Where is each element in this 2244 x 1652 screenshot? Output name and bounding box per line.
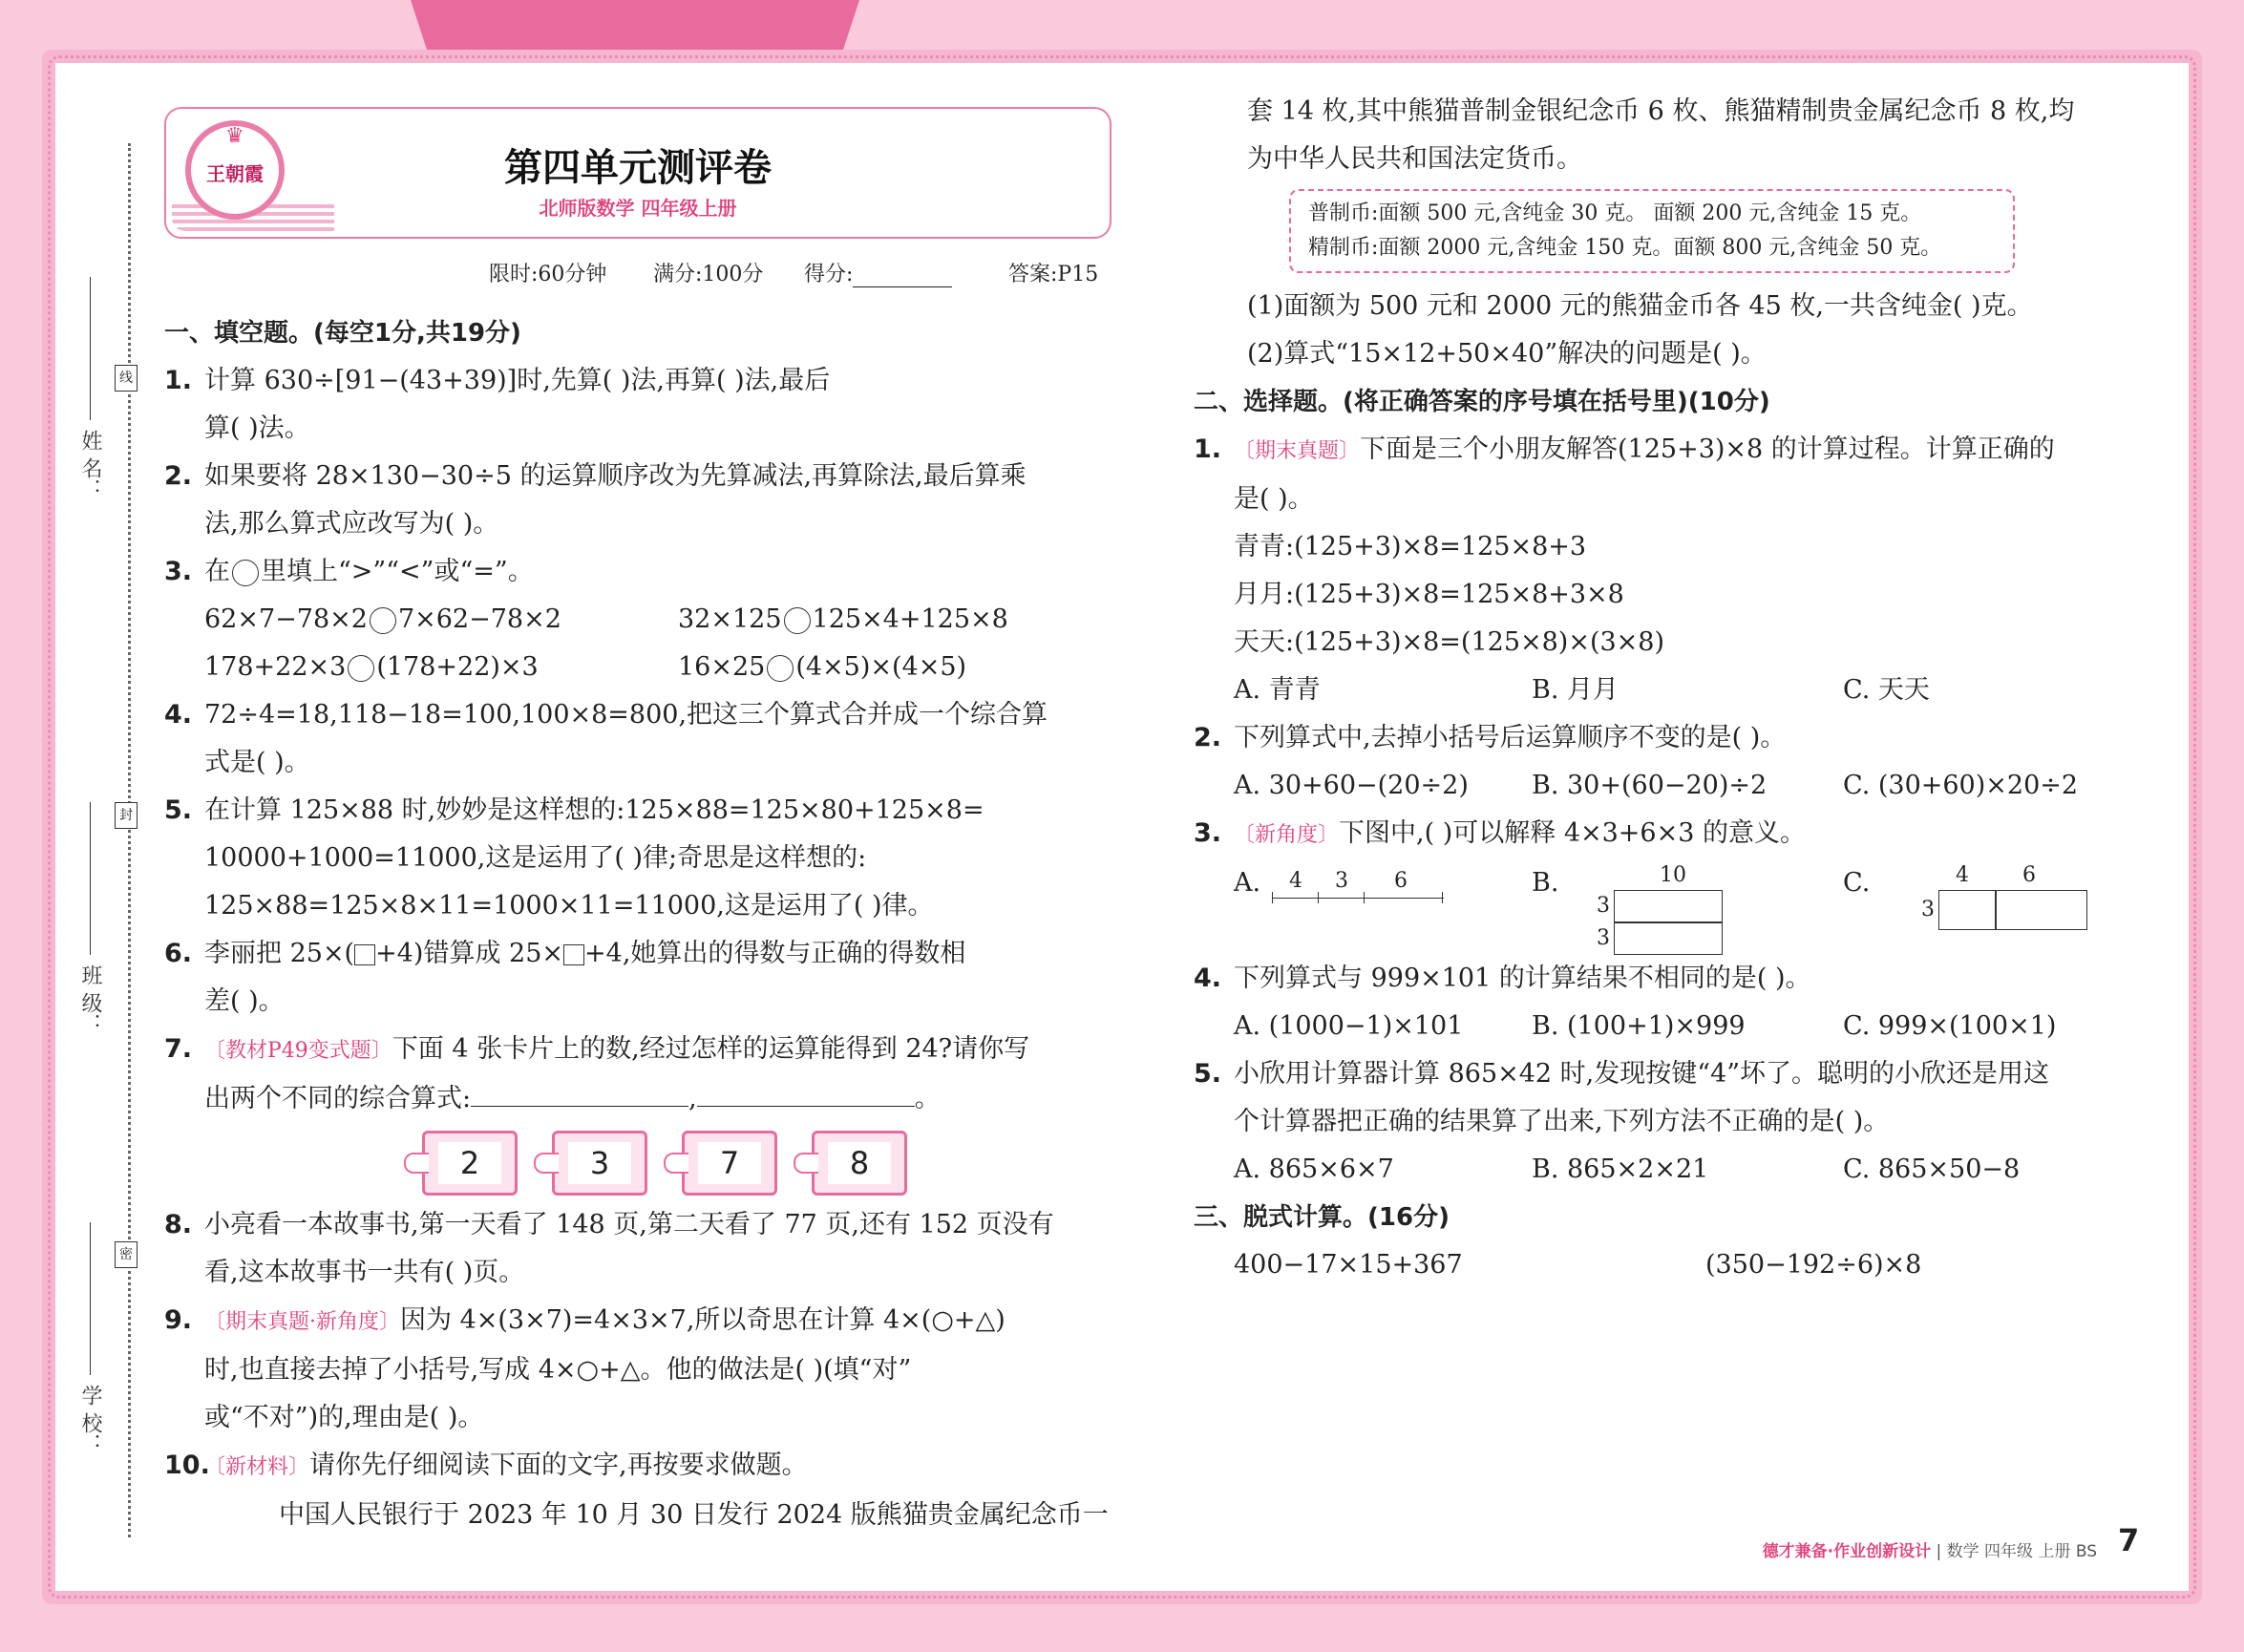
passage-text: 为中华人民共和国法定货币。: [1247, 144, 1582, 174]
question-text: 算( )法。: [204, 413, 310, 443]
question-7: [164, 1026, 1119, 1123]
sub-question: (1)面额为 500 元和 2000 元的熊猫金币各 45 枚,一共含纯金( )克。: [1247, 291, 2033, 321]
question-number: 10.: [164, 1451, 210, 1480]
left-column: [164, 309, 1119, 1539]
mark-mid: 封: [115, 802, 138, 829]
page-title: 第四单元测评卷: [504, 146, 772, 190]
coin-info-box: [1289, 189, 2015, 273]
answer-circle[interactable]: [784, 607, 811, 634]
expr: 7×62−78×2: [397, 604, 561, 634]
option-a[interactable]: A.: [1234, 868, 1261, 898]
expr: (4×5)×(4×5): [795, 652, 967, 682]
cut-line: [128, 143, 131, 1537]
question-1: [164, 357, 1119, 453]
question-text: 个计算器把正确的结果算了出来,下列方法不正确的是( )。: [1234, 1107, 1890, 1136]
mark-bottom: 密: [115, 1241, 138, 1268]
number-card: [422, 1131, 518, 1196]
question-text: 计算 630÷[91−(43+39)]时,先算( )法,再算( )法,最后: [204, 366, 831, 395]
question-text: 在: [204, 557, 230, 586]
work-line: 天天:(125+3)×8=(125×8)×(3×8): [1234, 627, 1664, 657]
calc-expr-2: (350−192÷6)×8: [1705, 1250, 1922, 1280]
question-9: [164, 1297, 1119, 1442]
question-text: 式是( )。: [204, 748, 310, 777]
name-label: 姓 名：: [78, 430, 102, 499]
question-text: 如果要将 28×130−30÷5 的运算顺序改为先算减法,再算除法,最后算乘: [204, 461, 1027, 491]
option-c[interactable]: C. 天天: [1843, 675, 1930, 705]
question-tag: 〔新材料〕: [204, 1455, 310, 1479]
question-number: 4.: [164, 700, 193, 730]
question-text: 下图中,( )可以解释 4×3+6×3 的意义。: [1339, 818, 1806, 848]
note-line: 精制币:面额 2000 元,含纯金 150 克。面额 800 元,含纯金 50 克。: [1308, 236, 1942, 260]
question-text: 李丽把 25×(: [204, 939, 355, 968]
question-2: [164, 453, 1119, 548]
question-number: 4.: [1194, 964, 1222, 993]
compare-circle-icon: [232, 560, 259, 586]
rect-diagram-c: [1921, 863, 2084, 930]
number-card: [552, 1131, 647, 1196]
expr: 178+22×3: [204, 652, 347, 682]
option-a[interactable]: A. 865×6×7: [1234, 1154, 1394, 1184]
right-column: [1194, 88, 2158, 1289]
question-8: [164, 1201, 1119, 1297]
question-tag: 〔期末真题〕: [1234, 439, 1361, 463]
question-3: [164, 548, 1119, 691]
question-text: 或“不对”)的,理由是( )。: [204, 1403, 484, 1432]
question-text: 中国人民银行于 2023 年 10 月 30 日发行 2024 版熊猫贵金属纪念币一: [279, 1500, 1109, 1530]
expr: 62×7−78×2: [204, 604, 368, 634]
card-value: 2: [438, 1142, 501, 1184]
work-line: 青青:(125+3)×8=125×8+3: [1234, 532, 1587, 561]
page-subtitle: 北师版数学 四年级上册: [539, 197, 737, 220]
rect-label: 6: [2022, 863, 2036, 887]
footer-brand: 德才兼备·作业创新设计: [1762, 1542, 1932, 1561]
option-a[interactable]: A. 30+60−(20÷2): [1234, 771, 1469, 800]
rect-label: 3: [1597, 926, 1610, 950]
rect-label: 3: [1597, 894, 1610, 918]
question-number: 9.: [164, 1305, 193, 1335]
card-value: 7: [698, 1142, 761, 1184]
question-tag: 〔新角度〕: [1234, 823, 1340, 847]
question-6: [164, 930, 1119, 1026]
segment-diagram: [1272, 869, 1444, 917]
question-tag: 〔期末真题·新角度〕: [204, 1310, 400, 1334]
question-text: +4,她算出的得数与正确的得数相: [584, 939, 966, 968]
note-line: 普制币:面额 500 元,含纯金 30 克。 面额 200 元,含纯金 15 克。: [1308, 201, 1922, 225]
option-b[interactable]: B. 30+(60−20)÷2: [1532, 771, 1768, 800]
section-choice: 二、选择题。(将正确答案的序号填在括号里)(10分): [1194, 388, 1770, 416]
question-text: 下列算式与 999×101 的计算结果不相同的是( )。: [1234, 964, 1811, 993]
question-text: 在计算 125×88 时,妙妙是这样想的:125×88=125×80+125×8=: [204, 795, 984, 825]
rect-label: 4: [1956, 863, 1969, 887]
footer-info: | 数学 四年级 上册 BS: [1936, 1542, 2097, 1561]
score-label: 得分:: [804, 263, 854, 286]
number-card: [812, 1131, 907, 1196]
number-card: [682, 1131, 777, 1196]
option-b[interactable]: B. 865×2×21: [1532, 1154, 1709, 1184]
question-text: 因为 4×(3×7)=4×3×7,所以奇思在计算 4×(○+△): [400, 1305, 1006, 1335]
rect-diagram-b: [1597, 863, 1740, 959]
option-b[interactable]: B. (100+1)×999: [1532, 1011, 1746, 1041]
choice-3-diagrams: [1234, 859, 2158, 955]
question-text: 下面 4 张卡片上的数,经过怎样的运算能得到 24?请你写: [392, 1034, 1030, 1064]
question-number: 7.: [164, 1034, 193, 1064]
logo-text: 王朝霞: [206, 162, 264, 185]
question-number: 5.: [1194, 1059, 1222, 1089]
option-c[interactable]: C.: [1843, 868, 1871, 898]
class-line: [90, 802, 91, 955]
school-label: 学 校：: [78, 1385, 102, 1454]
question-text: 是( )。: [1234, 484, 1314, 514]
page-footer: [1763, 1537, 2097, 1561]
school-line: [90, 1222, 91, 1375]
question-text: 请你先仔细阅读下面的文字,再按要求做题。: [309, 1451, 808, 1480]
section-calculation: 三、脱式计算。(16分): [1194, 1203, 1450, 1232]
expr: 125×4+125×8: [812, 604, 1008, 634]
answer-blank[interactable]: [697, 1079, 915, 1107]
choice-5: [1194, 1050, 2158, 1194]
question-number: 6.: [164, 939, 193, 968]
title-header: [164, 107, 1111, 239]
option-c[interactable]: C. 865×50−8: [1843, 1154, 2021, 1184]
card-value: 3: [568, 1142, 631, 1184]
question-number: 3.: [1194, 818, 1222, 848]
rect-label: 10: [1660, 863, 1686, 887]
name-line: [90, 277, 91, 420]
question-text: 小亮看一本故事书,第一天看了 148 页,第二天看了 77 页,还有 152 页没有: [204, 1210, 1054, 1239]
option-c[interactable]: C. 999×(100×1): [1843, 1011, 2057, 1041]
question-text: 出两个不同的综合算式:: [204, 1084, 472, 1113]
choice-2: [1194, 714, 2158, 810]
page-number: 7: [2118, 1522, 2140, 1558]
sub-question: (2)算式“15×12+50×40”解决的问题是( )。: [1247, 339, 1767, 369]
question-text: 时,也直接去掉了小括号,写成 4×○+△。他的做法是( )(填“对”: [204, 1355, 912, 1385]
question-number: 5.: [164, 795, 193, 825]
full-score: 满分:100分: [653, 263, 764, 286]
calc-expr-1: 400−17×15+367: [1234, 1250, 1463, 1280]
option-b[interactable]: B. 月月: [1532, 675, 1619, 705]
question-text: 小欣用计算器计算 865×42 时,发现按键“4”坏了。聪明的小欣还是用这: [1234, 1059, 2050, 1089]
answer-ref: 答案:P15: [1008, 263, 1099, 286]
question-text: 10000+1000=11000,这是运用了( )律;奇思是这样想的:: [204, 843, 867, 873]
segment-label: 3: [1335, 869, 1348, 893]
option-c[interactable]: C. (30+60)×20÷2: [1843, 771, 2079, 800]
segment-label: 6: [1394, 869, 1408, 893]
question-text: 法,那么算式应改写为( )。: [204, 509, 499, 539]
question-number: 8.: [164, 1210, 193, 1239]
question-text: 看,这本故事书一共有( )页。: [204, 1258, 525, 1287]
question-text: 下列算式中,去掉小括号后运算顺序不变的是( )。: [1234, 723, 1787, 752]
answer-circle[interactable]: [370, 607, 396, 634]
question-tag: 〔教材P49变式题〕: [204, 1039, 392, 1063]
choice-4: [1194, 955, 2158, 1050]
expr: 32×125: [678, 604, 782, 634]
answer-circle[interactable]: [348, 655, 374, 682]
passage-text: 套 14 枚,其中熊猫普制金银纪念币 6 枚、熊猫精制贵金属纪念币 8 枚,均: [1247, 96, 2075, 126]
score-blank[interactable]: [853, 265, 952, 287]
choice-3: [1194, 810, 2158, 955]
question-text: 。: [914, 1084, 941, 1113]
mark-top: 线: [115, 365, 138, 392]
choice-1: [1194, 426, 2158, 714]
question-text: 下面是三个小朋友解答(125+3)×8 的计算过程。计算正确的: [1360, 434, 2055, 464]
question-5: [164, 787, 1119, 930]
question-number: 3.: [164, 557, 193, 586]
question-text: 72÷4=18,118−18=100,100×8=800,把这三个算式合并成一个综合算: [204, 700, 1048, 730]
class-label: 班 级：: [78, 964, 102, 1034]
card-value: 8: [828, 1142, 891, 1184]
crown-icon: ♛: [225, 124, 244, 148]
question-text: +4)错算成 25×: [375, 939, 564, 968]
answer-blank[interactable]: [471, 1079, 688, 1107]
option-a[interactable]: A. 青青: [1234, 675, 1321, 705]
rect-label: 3: [1921, 898, 1935, 921]
square-icon: [354, 944, 375, 965]
question-text: 125×88=125×8×11=1000×11=11000,这是运用了( )律。: [204, 891, 934, 921]
question-number: 2.: [164, 461, 193, 491]
binding-strip: [67, 143, 136, 1537]
work-line: 月月:(125+3)×8=125×8+3×8: [1234, 580, 1624, 609]
question-text: 里填上“>”“<”或“=”。: [261, 557, 534, 586]
question-10: [164, 1442, 1119, 1539]
number-cards: [422, 1131, 1119, 1196]
option-a[interactable]: A. (1000−1)×101: [1234, 1011, 1464, 1041]
question-4: [164, 691, 1119, 787]
score-field[interactable]: [804, 258, 952, 287]
question-text: ,: [688, 1084, 697, 1113]
question-number: 1.: [1194, 434, 1222, 464]
option-b[interactable]: B.: [1532, 868, 1559, 898]
section-fill-in: 一、填空题。(每空1分,共19分): [164, 319, 521, 348]
square-icon: [563, 944, 584, 965]
segment-label: 4: [1289, 869, 1302, 893]
answer-circle[interactable]: [767, 655, 794, 682]
question-number: 2.: [1194, 723, 1222, 752]
question-number: 1.: [164, 366, 193, 395]
expr: (178+22)×3: [376, 652, 539, 682]
question-text: 差( )。: [204, 986, 285, 1016]
time-limit: 限时:60分钟: [489, 263, 607, 286]
expr: 16×25: [678, 652, 766, 682]
